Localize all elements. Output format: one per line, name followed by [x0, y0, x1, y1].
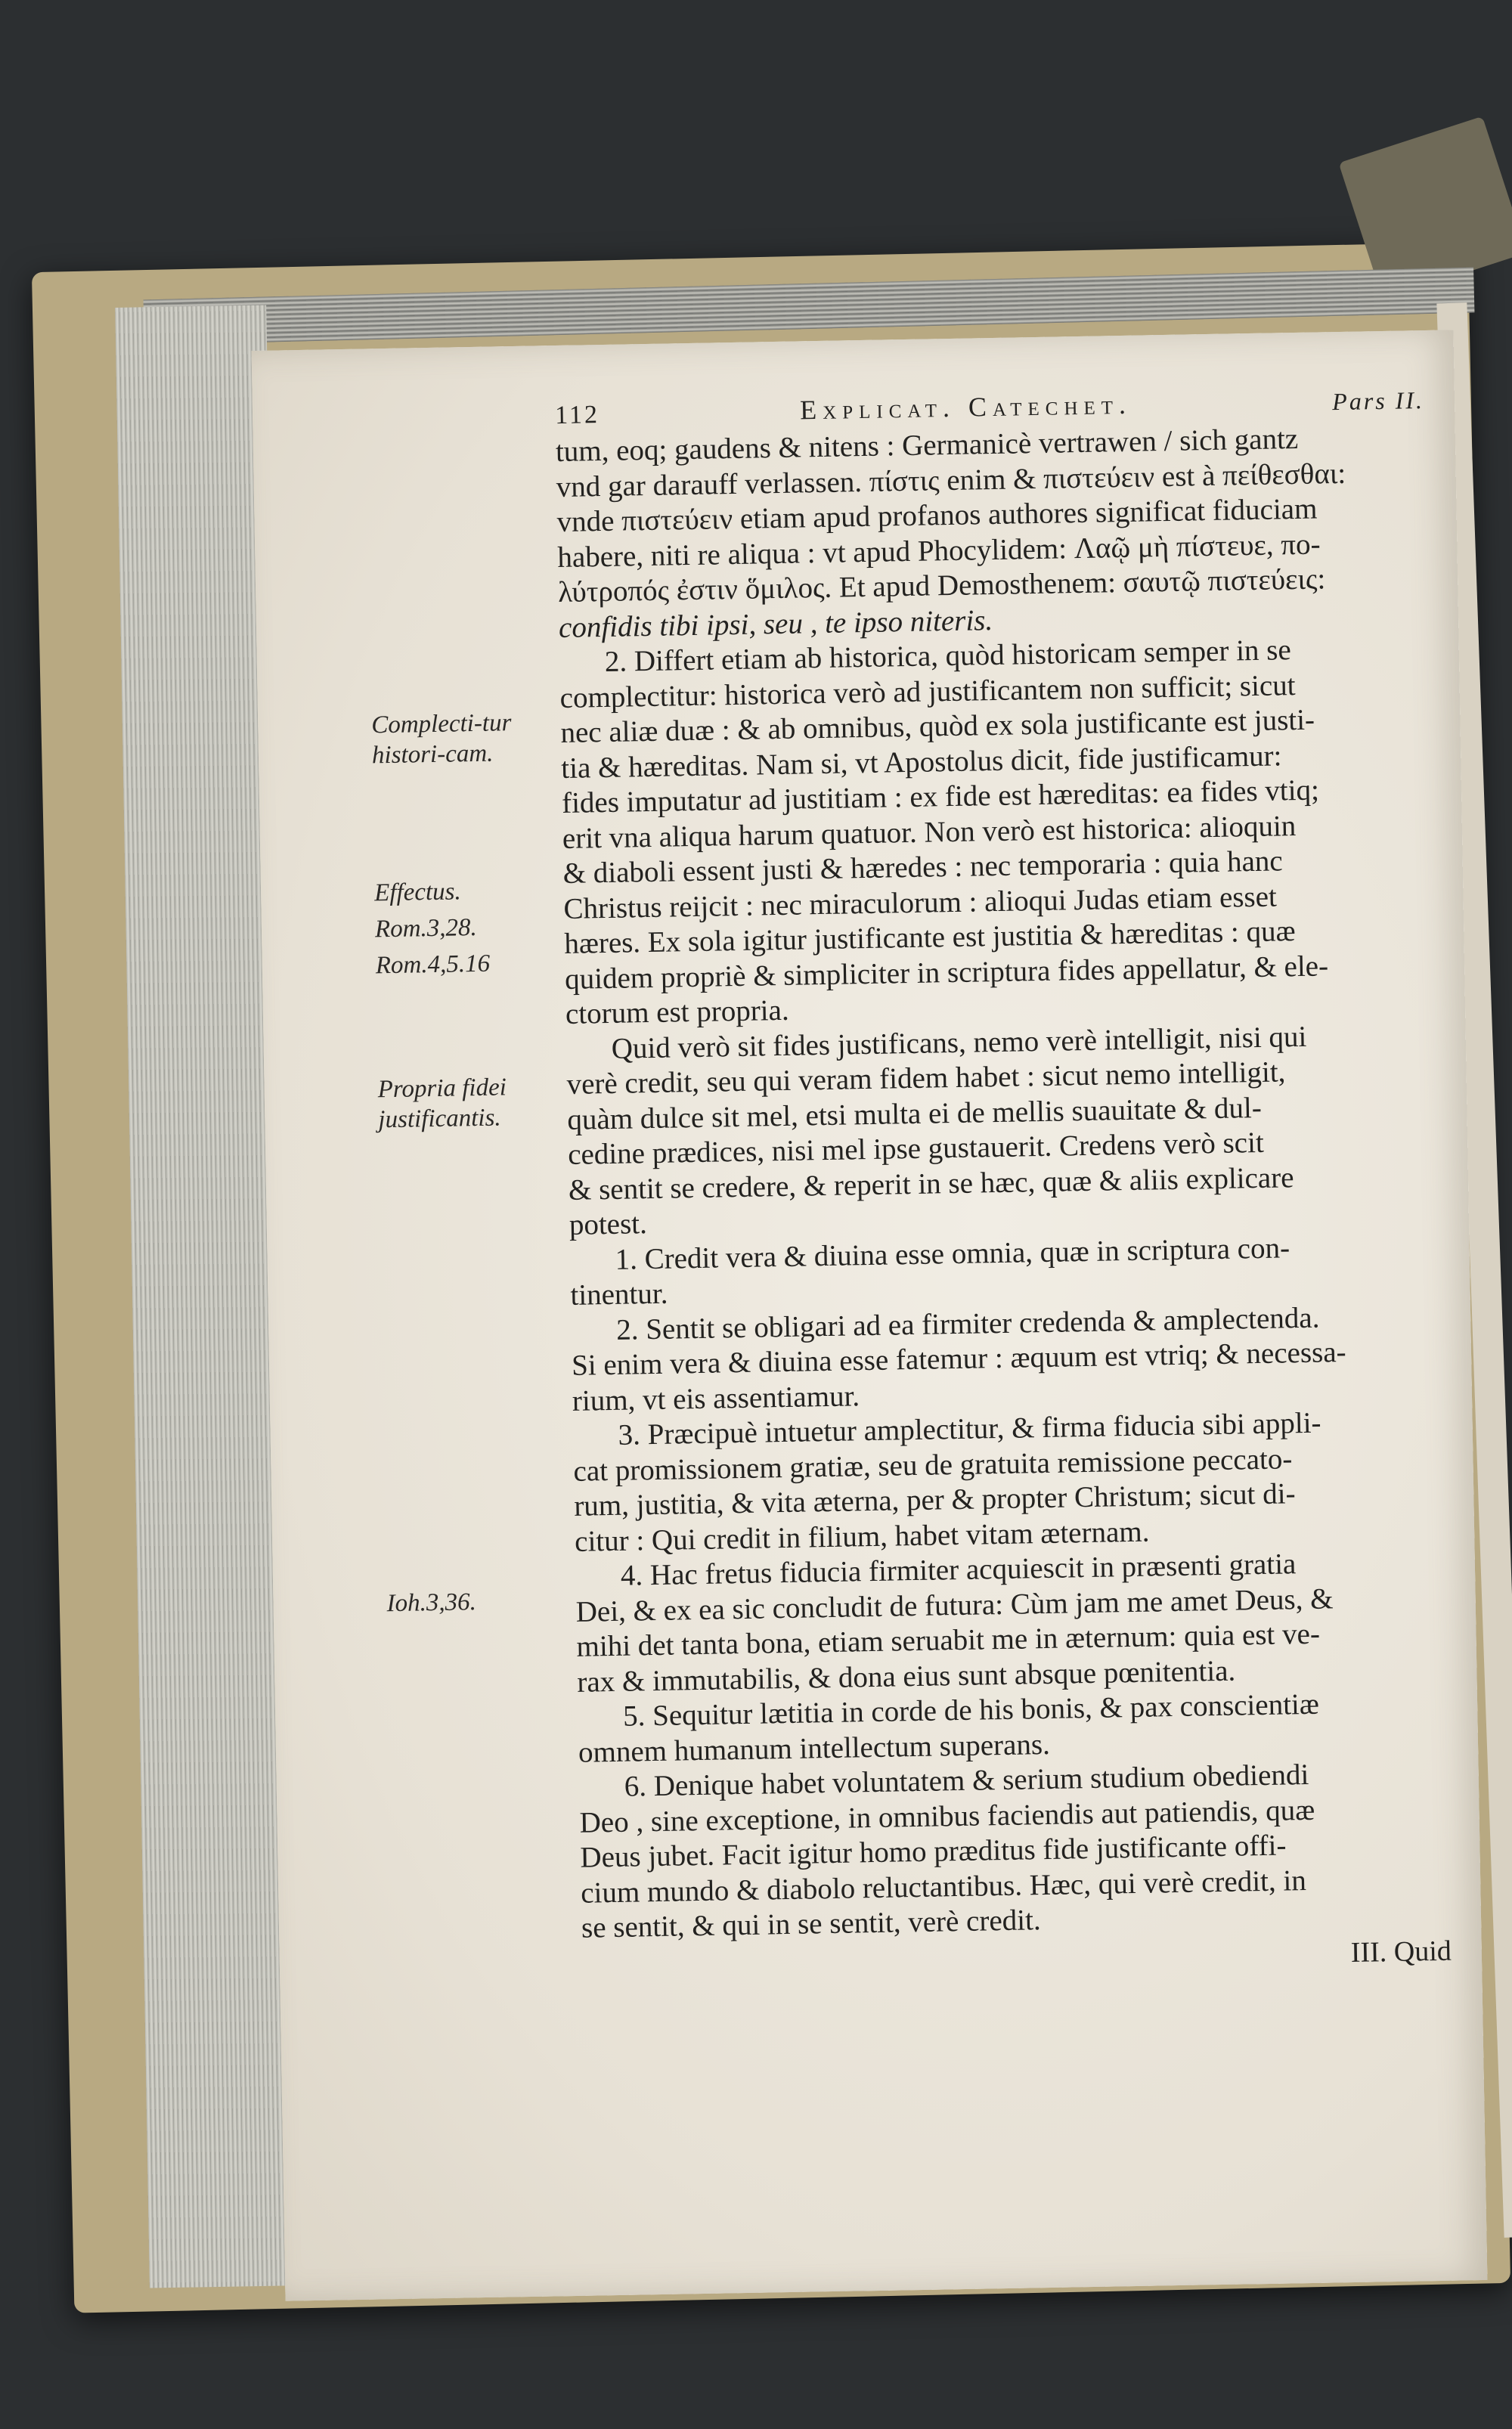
text-line: fides imputatur ad justitiam : ex fide est hæreditas: ea fides vtiq;	[561, 773, 1320, 819]
text-block	[555, 383, 1452, 1982]
text-line: cedine prædices, nisi mel ipse gustauerit. Credens verò scit	[567, 1126, 1265, 1171]
text-line: mihi det tanta bona, etiam seruabit me in æternum: quia est ve-	[576, 1617, 1321, 1663]
text-line: citur : Qui credit in filium, habet vitam æternam.	[574, 1515, 1150, 1558]
text-line: 1. Credit vera & diuina esse omnia, quæ in scriptura con-	[615, 1231, 1290, 1276]
text-line: Christus reijcit : nec miraculorum : alioqui Judas etiam esset	[563, 880, 1278, 925]
text-line: & sentit se credere, & reperit in se hæc, quæ & aliis explicare	[568, 1160, 1294, 1207]
margin-note: Propria fidei justificantis.	[377, 1074, 507, 1134]
text-line: verè credit, seu qui veram fidem habet : sicut nemo intelligit,	[566, 1055, 1286, 1101]
text-line: rax & immutabilis, & dona eius sunt absque pœnitentia.	[577, 1654, 1236, 1699]
text-line: potest.	[569, 1207, 648, 1241]
text-line: rum, justitia, & vita æterna, per & propter Christum; sicut di-	[573, 1477, 1296, 1523]
text-line: tia & hæreditas. Nam si, vt Apostolus dicit, fide justificamur:	[560, 739, 1282, 785]
text-line: rium, vt eis assentiamur.	[572, 1379, 860, 1417]
text-line: Deus jubet. Facit igitur homo præditus fide justificante offi-	[580, 1829, 1287, 1874]
page-number: 112	[554, 401, 600, 430]
text-line: Quid verò sit fides justificans, nemo verè intelligit, nisi qui	[611, 1020, 1307, 1065]
text-line: cium mundo & diabolo reluctantibus. Hæc, qui verè credit, in	[580, 1864, 1307, 1910]
text-line: quàm dulce sit mel, etsi multa ei de mellis suauitate & dul-	[567, 1091, 1263, 1136]
text-line: quidem propriè & simpliciter in scriptura fides appellatur, & ele-	[564, 949, 1329, 996]
margin-note: Ioh.3,36.	[386, 1588, 477, 1618]
text-line: tinentur.	[570, 1277, 668, 1312]
text-line: Dei, & ex ea sic concludit de futura: Cùm jam me amet Deus, &	[575, 1582, 1334, 1628]
text-line: 4. Hac fretus fiducia firmiter acquiescit in præsenti gratia	[620, 1548, 1297, 1592]
text-line: Si enim vera & diuina esse fatemur : æquum est vtriq; & necessa-	[571, 1336, 1346, 1382]
text-line: λύτροπός ἐστιν ὅμιλος. Et apud Demosthenem: σαυτῷ πιστεύεις:	[557, 562, 1326, 609]
text-line: habere, niti re aliqua : vt apud Phocylidem: Λαῷ μὴ πίστευε, πο-	[557, 527, 1321, 574]
text-line: se sentit, & qui in se sentit, verè credit.	[581, 1904, 1041, 1944]
text-line: complectitur: historica verò ad justificantem non sufficit; sicut	[559, 668, 1296, 714]
text-line: 2. Differt etiam ab historica, quòd historicam semper in se	[604, 634, 1292, 678]
text-line: 5. Sequitur lætitia in corde de his bonis, & pax conscientiæ	[622, 1687, 1320, 1733]
text-line: hæres. Ex sola igitur justificante est justitia & hæreditas : quæ	[563, 915, 1296, 960]
running-title: Explicat. Catechet.	[799, 389, 1132, 426]
text-line: cat promissionem gratiæ, seu de gratuita remissione peccato-	[573, 1442, 1293, 1488]
text-line: ctorum est propria.	[565, 993, 789, 1030]
text-line: 6. Denique habet voluntatem & serium studium obediendi	[624, 1758, 1309, 1803]
margin-note: Rom.3,28.	[374, 913, 478, 943]
margin-note: Rom.4,5.16	[375, 950, 491, 980]
text-line: Deo , sine exceptione, in omnibus faciendis aut patiendis, quæ	[579, 1793, 1315, 1839]
text-line: 3. Præcipuè intuetur amplectitur, & firma fiducia sibi appli-	[618, 1406, 1321, 1452]
text-line: omnem humanum intellectum superans.	[578, 1727, 1051, 1769]
text-line: vnd gar darauff verlassen. πίστις enim & πιστεύειν est à πείθεσθαι:	[556, 457, 1346, 503]
text-line: confidis tibi ipsi, seu , te ipso niteris.	[558, 603, 993, 644]
book-page	[252, 330, 1488, 2300]
text-line: erit vna aliqua harum quatuor. Non verò est historica: alioquin	[562, 809, 1297, 855]
margin-note: Effectus.	[373, 878, 462, 907]
text-line: vnde πιστεύειν etiam apud profanos authores significat fiduciam	[556, 492, 1318, 539]
catchword: III. Quid	[1350, 1935, 1452, 1969]
text-line: tum, eoq; gaudens & nitens : Germanicè vertrawen / sich gantz	[555, 422, 1299, 469]
margin-note: Complecti-tur histori-cam.	[370, 709, 512, 770]
part-label: Pars II.	[1331, 386, 1425, 416]
text-line: nec aliæ duæ : & ab omnibus, quòd ex sola justificante est justi-	[560, 703, 1315, 750]
text-line: 2. Sentit se obligari ad ea firmiter credenda & amplectenda.	[615, 1301, 1320, 1346]
text-line: & diaboli essent justi & hæredes : nec temporaria : quia hanc	[562, 844, 1283, 890]
